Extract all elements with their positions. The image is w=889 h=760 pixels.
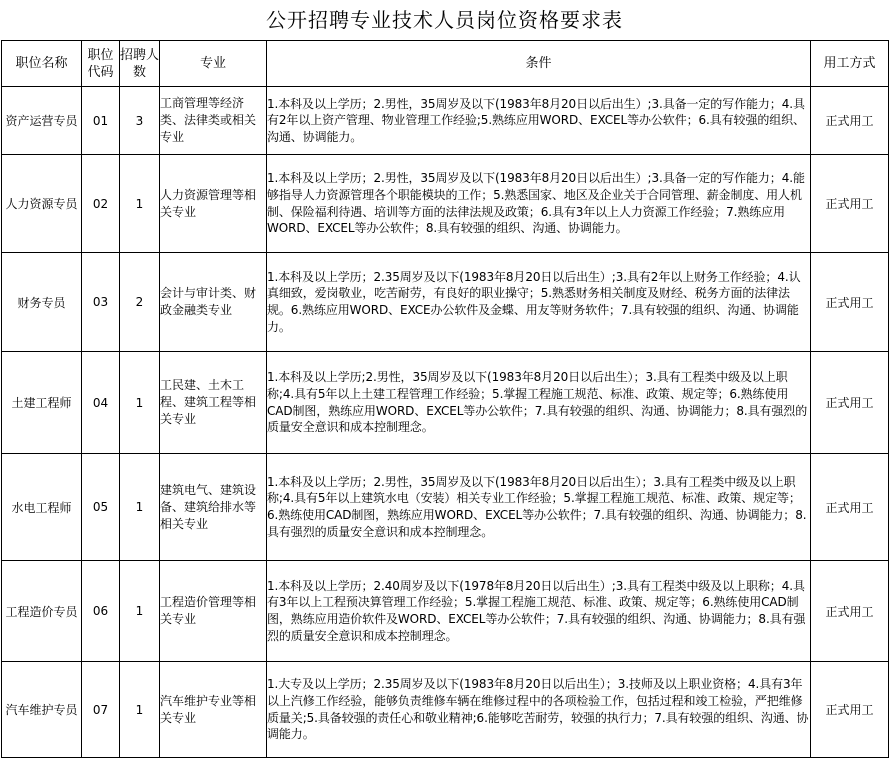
major: 人力资源管理等相关专业 — [160, 155, 267, 253]
major: 工民建、土木工程、建筑工程等相关专业 — [160, 352, 267, 454]
header-position-name: 职位名称 — [2, 41, 82, 87]
employment-type: 正式用工 — [811, 352, 889, 454]
header-hire-count: 招聘人数 — [120, 41, 160, 87]
major: 汽车维护专业等相关专业 — [160, 662, 267, 758]
position-code: 04 — [82, 352, 120, 454]
hire-count: 1 — [120, 352, 160, 454]
header-employment-type: 用工方式 — [811, 41, 889, 87]
conditions: 1.本科及以上学历；2.35周岁及以下(1983年8月20日以后出生）;3.具有2年以上财务工作经验；4.认真细致，爱岗敬业，吃苦耐劳，有良好的职业操守；5.熟悉财务相关制度及财经、税务方面的法律法规。6.熟练应用WORD、EXCE办公软件及金蝶、用友等财务软件；7.具有较强的组织、沟通、协调能力。 — [267, 253, 811, 352]
position-name: 水电工程师 — [2, 454, 82, 561]
position-code: 03 — [82, 253, 120, 352]
major: 会计与审计类、财政金融类专业 — [160, 253, 267, 352]
hire-count: 2 — [120, 253, 160, 352]
hire-count: 1 — [120, 155, 160, 253]
conditions: 1.本科及以上学历；2.男性，35周岁及以下(1983年8月20日以后出生）；3.具有工程类中级及以上职称;4.具有5年以上建筑水电（安装）相关专业工作经验；5.掌握工程施工规范、标准、政策、规定等；6.熟练使用CAD制图，熟练应用WORD、EXCEL等办公软件；7.具有较强的组织、沟通、协调能力；8.具有强烈的质量安全意识和成本控制理念。 — [267, 454, 811, 561]
position-name: 资产运营专员 — [2, 87, 82, 155]
conditions: 1.本科及以上学历；2.男性，35周岁及以下(1983年8月20日以后出生）;3.具备一定的写作能力；4.能够指导人力资源管理各个职能模块的工作；5.熟悉国家、地区及企业关于合同管理、薪金制度、用人机制、保险福利待遇、培训等方面的法律法规及政策；6.具有3年以上人力资源工作经验；7.熟练应用WORD、EXCEL等办公软件；8.具有较强的组织、沟通、协调能力。 — [267, 155, 811, 253]
header-major: 专业 — [160, 41, 267, 87]
employment-type: 正式用工 — [811, 561, 889, 662]
table-header-row — [2, 41, 889, 87]
requirements-table — [1, 40, 889, 758]
hire-count: 1 — [120, 454, 160, 561]
hire-count: 3 — [120, 87, 160, 155]
header-conditions: 条件 — [267, 41, 811, 87]
table-row — [2, 561, 889, 662]
position-name: 工程造价专员 — [2, 561, 82, 662]
table-row — [2, 155, 889, 253]
position-code: 05 — [82, 454, 120, 561]
employment-type: 正式用工 — [811, 662, 889, 758]
employment-type: 正式用工 — [811, 155, 889, 253]
conditions: 1.本科及以上学历;2.男性，35周岁及以下(1983年8月20日以后出生）；3.具有工程类中级及以上职称;4.具有5年以上土建工程管理工作经验；5.掌握工程施工规范、标准、政策、规定等；6.熟练使用CAD制图，熟练应用WORD、EXCEL等办公软件；7.具有较强的组织、沟通、协调能力；8.具有强烈的质量安全意识和成本控制理念。 — [267, 352, 811, 454]
conditions: 1.本科及以上学历；2.男性，35周岁及以下(1983年8月20日以后出生）;3.具备一定的写作能力；4.具有2年以上资产管理、物业管理工作经验;5.熟练应用WORD、EXCEL等办公软件；6.具有较强的组织、沟通、协调能力。 — [267, 87, 811, 155]
page-title: 公开招聘专业技术人员岗位资格要求表 — [266, 8, 623, 32]
table-row — [2, 87, 889, 155]
table-row — [2, 352, 889, 454]
hire-count: 1 — [120, 662, 160, 758]
position-code: 02 — [82, 155, 120, 253]
major: 工程造价管理等相关专业 — [160, 561, 267, 662]
position-code: 06 — [82, 561, 120, 662]
employment-type: 正式用工 — [811, 253, 889, 352]
position-name: 财务专员 — [2, 253, 82, 352]
employment-type: 正式用工 — [811, 87, 889, 155]
table-row — [2, 253, 889, 352]
conditions: 1.大专及以上学历；2.35周岁及以下(1983年8月20日以后出生）；3.技师及以上职业资格；4.具有3年以上汽修工作经验，能够负责维修车辆在维修过程中的各项检验工作，包括过程和竣工检验，严把维修质量关;5.具备较强的责任心和敬业精神;6.能够吃苦耐劳，较强的执行力；7.具有较强的组织、沟通、协调能力。 — [267, 662, 811, 758]
hire-count: 1 — [120, 561, 160, 662]
position-name: 人力资源专员 — [2, 155, 82, 253]
position-name: 土建工程师 — [2, 352, 82, 454]
conditions: 1.本科及以上学历；2.40周岁及以下(1978年8月20日以后出生）;3.具有工程类中级及以上职称；4.具有3年以上工程预决算管理工作经验；5.掌握工程施工规范、标准、政策、规定等；6.熟练使用CAD制图，熟练应用造价软件及WORD、EXCEL等办公软件；7.具有较强的组织、沟通、协调能力；8.具有强烈的质量安全意识和成本控制理念。 — [267, 561, 811, 662]
position-name: 汽车维护专员 — [2, 662, 82, 758]
position-code: 01 — [82, 87, 120, 155]
major: 建筑电气、建筑设备、建筑给排水等相关专业 — [160, 454, 267, 561]
header-position-code: 职位代码 — [82, 41, 120, 87]
position-code: 07 — [82, 662, 120, 758]
table-row — [2, 662, 889, 758]
employment-type: 正式用工 — [811, 454, 889, 561]
major: 工商管理等经济类、法律类或相关专业 — [160, 87, 267, 155]
table-row — [2, 454, 889, 561]
